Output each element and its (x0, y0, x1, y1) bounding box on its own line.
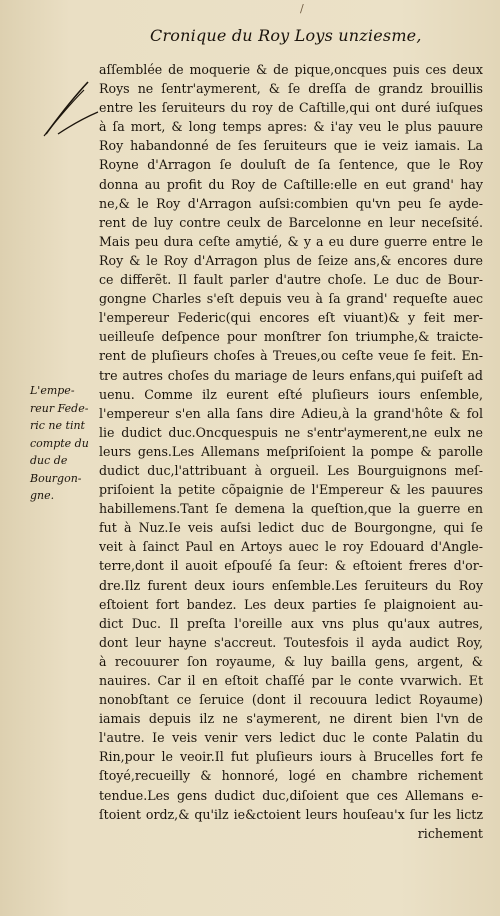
text-line: habillemens.Tant ſe demena la queſtion,que la guerre en (99, 501, 483, 517)
text-line: entre les ſeruiteurs du roy de Caſtille,qui ont duré iuſques (99, 100, 483, 116)
text-line: uenu. Comme ilz eurent eſté pluſieurs iours enſemble, (99, 386, 483, 402)
text-line: ce differẽt. Il fault parler d'autre choſe. Le duc de Bour- (99, 272, 483, 288)
text-line: ſtoyé,recueilly & honnoré, logé en chambre richement (99, 768, 483, 784)
text-line: eſtoient fort bandez. Les deux parties ſe plaignoient au- (99, 596, 483, 612)
text-line: veit à ſainct Paul en Artoys auec le roy Edouard d'Angle- (99, 539, 483, 555)
margin-note-line: gne. (30, 489, 55, 502)
catchword: richement (417, 825, 483, 841)
text-line: Roy habandonné de ſes ſeruiteurs que ie veiz iamais. La (99, 138, 483, 154)
text-line: ſtoient ordz,& qu'ilz ie&ctoient leurs houſeau'x ſur les lictz (99, 806, 483, 822)
text-line: à recouurer ſon royaume, & luy bailla gens, argent, & (99, 653, 483, 669)
text-line: nauires. Car il en eſtoit chaſſé par le conte vvarwich. Et (99, 673, 483, 688)
text-line: nonobſtant ce ſeruice (dont il recouura ledict Royaume) (99, 692, 483, 708)
text-line: l'empereur s'en alla ſans dire Adieu,à la grand'hôte & fol (99, 405, 483, 421)
text-line: Royne d'Arragon ſe douluſt de ſa ſentence, que le Roy (99, 157, 483, 173)
text-line: leurs gens.Les Allemans meſpriſoient la pompe & parolle (99, 443, 483, 459)
text-line: aſſemblée de moquerie & de pique,oncques puis ces deux (99, 62, 483, 77)
text-line: donna au profit du Roy de Caſtille:elle en eut grand' hay (99, 176, 483, 192)
text-line: rent de luy contre ceulx de Barcelonne en leur neceſsité. (99, 214, 483, 230)
text-line: dudict duc,l'attribuant à orgueil. Les Bourguignons meſ- (99, 462, 483, 478)
text-line: ueilleuſe deſpence pour monſtrer ſon triumphe,& traicte- (99, 329, 483, 345)
text-line: dont leur hayne s'accreut. Toutesfois il ayda audict Roy, (99, 634, 483, 650)
margin-note-line: duc de (30, 454, 68, 467)
margin-note-line: reur Fede- (30, 401, 89, 415)
ink-marks-icon (40, 78, 100, 148)
text-line: tre autres choſes du mariage de leurs enfans,qui puiſeſt ad (99, 367, 483, 383)
text-line: rent de pluſieurs choſes à Treues,ou ceſte veue ſe feit. En- (99, 348, 483, 364)
text-line: gongne Charles s'eſt depuis veu à ſa grand' requeſte auec (99, 291, 483, 307)
margin-note-line: ric ne tint (30, 419, 85, 432)
page-mark: / (300, 2, 304, 15)
margin-note-line: compte du (30, 436, 89, 450)
margin-note-line: Bourgon- (30, 471, 82, 485)
text-line: dict Duc. Il preſta l'oreille aux vns plus qu'aux autres, (99, 615, 483, 631)
text-line: lie dudict duc.Oncquespuis ne s'entr'aymerent,ne eulx ne (99, 424, 483, 440)
margin-note (30, 382, 100, 505)
text-line: tendue.Les gens dudict duc,diſoient que ces Allemans e- (99, 787, 483, 803)
text-line: terre,dont il auoit eſpouſé ſa ſeur: & eſtoient freres d'or- (99, 558, 483, 574)
text-line: Rin,pour le veoir.Il fut pluſieurs iours à Brucelles fort fe (99, 749, 483, 765)
text-line: Roys ne ſentr'aymerent, & ſe dreſſa de grandz brouillis (99, 81, 483, 97)
text-line: l'autre. Ie veis venir vers ledict duc le conte Palatin du (99, 730, 483, 746)
text-line: dre.Ilz furent deux iours enſemble.Les ſeruiteurs du Roy (99, 577, 483, 593)
text-line: iamais depuis ilz ne s'aymerent, ne dirent bien l'vn de (99, 711, 483, 727)
text-line: fut à Nuz.Ie veis auſsi ledict duc de Bourgongne, qui ſe (99, 520, 483, 536)
text-line: priſoient la petite cõpaignie de l'Empereur & les pauures (99, 482, 483, 498)
text-line: l'empereur Federic(qui encores eſt viuant)& y feit mer- (99, 310, 483, 326)
text-line: ne,& le Roy d'Arragon auſsi:combien qu'vn peu ſe ayde- (99, 195, 483, 211)
margin-note-line: L'empe- (30, 384, 75, 397)
text-line: à ſa mort, & long temps apres: & i'ay veu le plus pauure (99, 119, 483, 135)
text-line: Mais peu dura ceſte amytié, & y a eu dure guerre entre le (99, 233, 483, 249)
body-text (99, 60, 483, 843)
running-header: Cronique du Roy Loys unziesme, (150, 26, 422, 45)
text-line: Roy & le Roy d'Arragon plus de ſeize ans,& encores dure (99, 252, 483, 268)
